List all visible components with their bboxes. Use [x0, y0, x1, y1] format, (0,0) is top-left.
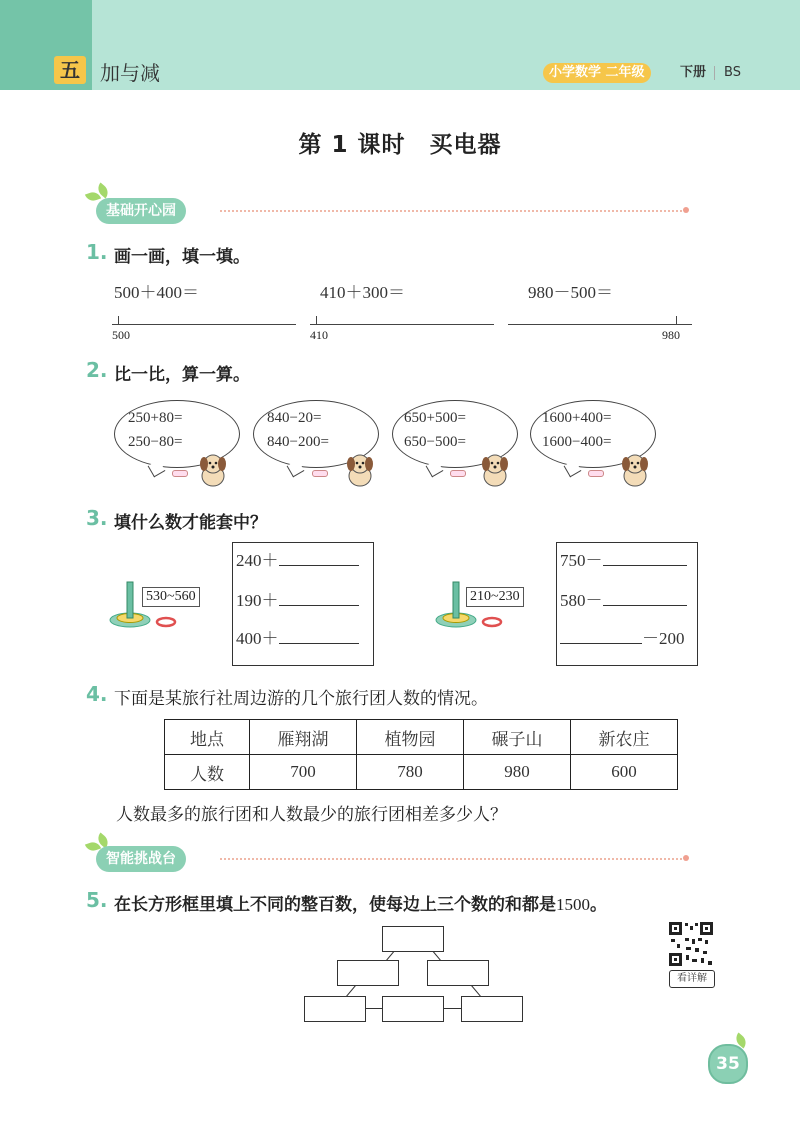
right-row-2	[560, 586, 687, 611]
right-row-2-text: 580－	[560, 591, 603, 610]
right-row-1-text: 750－	[560, 551, 603, 570]
answer-rect-top[interactable]	[382, 926, 444, 952]
number-line-1-tick	[118, 316, 119, 325]
dog-icon	[478, 452, 512, 488]
table-cell: 600	[571, 755, 678, 790]
dog-icon	[343, 452, 377, 488]
answer-blank[interactable]	[279, 643, 359, 644]
q5-target-number: 1500	[556, 895, 590, 914]
left-row-2-text: 190＋	[236, 591, 279, 610]
q5-text-suffix: 。	[590, 895, 607, 915]
q3-text: 填什么数才能套中？	[114, 513, 267, 533]
q5-text	[114, 890, 607, 915]
bone-icon	[450, 470, 466, 477]
unit-title: 加与减	[100, 61, 160, 85]
left-row-3-text: 400＋	[236, 629, 279, 648]
answer-blank[interactable]	[603, 565, 687, 566]
q5-number: 5.	[86, 888, 108, 912]
section-dotted-line	[220, 858, 682, 860]
number-line-1	[112, 324, 296, 325]
left-row-3	[236, 624, 359, 649]
q1-number: 1.	[86, 240, 108, 264]
number-line-3-tick	[676, 316, 677, 325]
number-line-2	[310, 324, 494, 325]
unit-number-badge: 五	[54, 56, 86, 84]
q2-number: 2.	[86, 358, 108, 382]
header-divider	[714, 66, 715, 80]
q1-equation-3: 980－500＝	[528, 283, 613, 302]
bone-icon	[588, 470, 604, 477]
bubble-2-line-2: 840−200=	[267, 434, 329, 450]
right-range-label: 210~230	[466, 587, 524, 607]
table-row	[165, 720, 678, 755]
q2-text: 比一比，算一算。	[114, 365, 250, 385]
answer-rect-bottom-left[interactable]	[304, 996, 366, 1022]
bubble-2-line-1: 840−20=	[267, 410, 322, 426]
number-line-1-label: 500	[112, 328, 130, 342]
bubble-4-line-2: 1600−400=	[542, 434, 612, 450]
bubble-3-line-1: 650+500=	[404, 410, 466, 426]
connector-line	[364, 1008, 382, 1009]
right-row-3-text: －200	[642, 629, 685, 648]
answer-rect-bottom-right[interactable]	[461, 996, 523, 1022]
section-dotted-line	[220, 210, 682, 212]
answer-rect-bottom-center[interactable]	[382, 996, 444, 1022]
left-range-label: 530~560	[142, 587, 200, 607]
q4-text: 下面是某旅行社周边游的几个旅行团人数的情况。	[114, 689, 488, 709]
bone-icon	[312, 470, 328, 477]
section-challenge-label: 智能挑战台	[96, 846, 186, 872]
number-line-3	[508, 324, 692, 325]
table-header-cell: 新农庄	[571, 720, 678, 755]
number-line-2-tick	[316, 316, 317, 325]
book-edition: BS	[724, 65, 741, 80]
q5-text-main: 在长方形框里填上不同的整百数，使每边上三个数的和都是	[114, 895, 556, 915]
book-volume: 下册	[680, 65, 707, 80]
table-cell: 980	[464, 755, 571, 790]
bubble-1-line-2: 250−80=	[128, 434, 183, 450]
table-header-cell: 地点	[165, 720, 250, 755]
dog-icon	[618, 452, 652, 488]
number-line-2-label: 410	[310, 328, 328, 342]
answer-blank[interactable]	[279, 605, 359, 606]
page-number: 35	[708, 1044, 748, 1084]
answer-blank[interactable]	[560, 643, 642, 644]
lesson-title: 第 1 课时 买电器	[298, 132, 502, 158]
bubble-3-line-2: 650−500=	[404, 434, 466, 450]
dog-icon	[196, 452, 230, 488]
q4-number: 4.	[86, 682, 108, 706]
table-row	[165, 755, 678, 790]
table-header-cell: 植物园	[357, 720, 464, 755]
table-header-cell: 碾子山	[464, 720, 571, 755]
answer-rect-mid-right[interactable]	[427, 960, 489, 986]
answer-blank[interactable]	[279, 565, 359, 566]
bubble-1-line-1: 250+80=	[128, 410, 183, 426]
qr-detail-label: 看详解	[669, 970, 715, 988]
table-header-cell: 雁翔湖	[250, 720, 357, 755]
answer-blank[interactable]	[603, 605, 687, 606]
number-line-3-label: 980	[662, 328, 680, 342]
table-cell: 700	[250, 755, 357, 790]
left-row-2	[236, 586, 359, 611]
left-row-1	[236, 546, 359, 571]
answer-rect-mid-left[interactable]	[337, 960, 399, 986]
q4-question: 人数最多的旅行团和人数最少的旅行团相差多少人？	[116, 805, 507, 824]
right-row-3	[560, 624, 685, 649]
left-row-1-text: 240＋	[236, 551, 279, 570]
bubble-4-line-1: 1600+400=	[542, 410, 612, 426]
q1-equation-2: 410＋300＝	[320, 283, 405, 302]
section-line-end-dot	[683, 207, 689, 213]
q1-equation-1: 500＋400＝	[114, 283, 199, 302]
tour-group-table	[164, 719, 678, 790]
q1-text: 画一画，填一填。	[114, 247, 250, 267]
q3-number: 3.	[86, 506, 108, 530]
section-basic-label: 基础开心园	[96, 198, 186, 224]
right-row-1	[560, 546, 687, 571]
connector-line	[443, 1008, 461, 1009]
bone-icon	[172, 470, 188, 477]
qr-code-icon[interactable]	[668, 921, 714, 967]
table-cell: 人数	[165, 755, 250, 790]
book-name-pill: 小学数学 二年级	[543, 63, 651, 83]
section-line-end-dot	[683, 855, 689, 861]
table-cell: 780	[357, 755, 464, 790]
